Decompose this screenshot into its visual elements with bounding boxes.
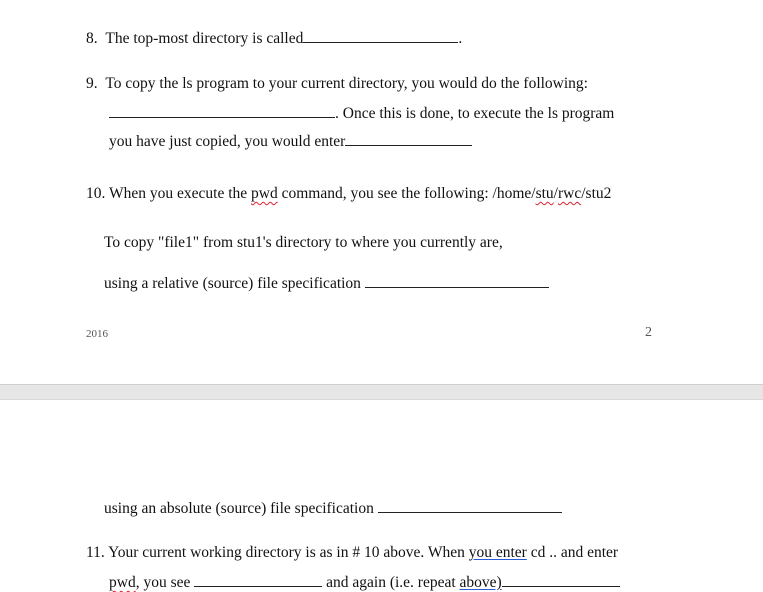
q11-pwd-word: pwd	[109, 574, 136, 591]
q10-line1b: command, you see the following: /home/	[281, 185, 536, 202]
q11-above: above)	[459, 574, 502, 591]
q11-you-enter: you enter	[468, 544, 527, 561]
q9-copy-command-blank[interactable]	[109, 103, 335, 118]
q11-number: 11.	[86, 544, 105, 561]
question-9-line-3	[109, 131, 472, 151]
q9-number: 9.	[86, 75, 98, 92]
question-11-line-2	[109, 572, 620, 592]
q10-line1a: When you execute the	[108, 185, 248, 202]
question-8	[86, 28, 462, 48]
q8-number: 8.	[86, 30, 98, 47]
q10-number: 10.	[86, 185, 106, 202]
q8-answer-blank[interactable]	[303, 28, 458, 43]
footer-page-number: 2	[645, 325, 652, 340]
question-10-line-2	[104, 234, 503, 252]
q10-rwc-word: rwc	[557, 185, 582, 202]
q10-stu-word: stu	[535, 185, 554, 202]
q10-relative-blank[interactable]	[365, 273, 549, 288]
q10-line1c: /stu2	[581, 185, 612, 202]
question-10-line-4	[104, 498, 562, 518]
q10-line2: To copy "file1" from stu1's directory to where you currently are,	[104, 234, 503, 251]
page-break	[0, 384, 763, 400]
question-9-line-2	[109, 103, 614, 123]
q8-text: The top-most directory is called	[105, 30, 304, 47]
question-11-line-1	[86, 544, 618, 562]
q11-first-blank[interactable]	[194, 572, 322, 587]
q10-slash: /	[553, 185, 558, 202]
q11-line1b: cd .. and enter	[530, 544, 619, 561]
q10-line4: using an absolute (source) file specification	[104, 500, 374, 517]
q9-line1: To copy the ls program to your current directory, you would do the following:	[105, 75, 588, 92]
q8-period: .	[458, 30, 463, 47]
q11-second-blank[interactable]	[502, 572, 620, 587]
q9-execute-blank[interactable]	[345, 131, 472, 146]
q11-line1a: Your current working directory is as in # 10 above. When	[108, 544, 465, 561]
q10-absolute-blank[interactable]	[378, 498, 562, 513]
q10-pwd-word: pwd	[251, 185, 278, 202]
question-10-line-1	[86, 185, 611, 203]
document-page-2	[0, 400, 763, 592]
question-9-line-1	[86, 75, 588, 93]
q10-line3: using a relative (source) file specification	[104, 275, 361, 292]
q9-line2: . Once this is done, to execute the ls program	[335, 105, 615, 122]
q9-line3: you have just copied, you would enter	[109, 133, 346, 150]
question-10-line-3	[104, 273, 549, 293]
q11-line2a: , you see	[135, 574, 191, 591]
q11-line2b: and again (i.e. repeat	[326, 574, 456, 591]
footer-year: 2016	[86, 328, 108, 340]
